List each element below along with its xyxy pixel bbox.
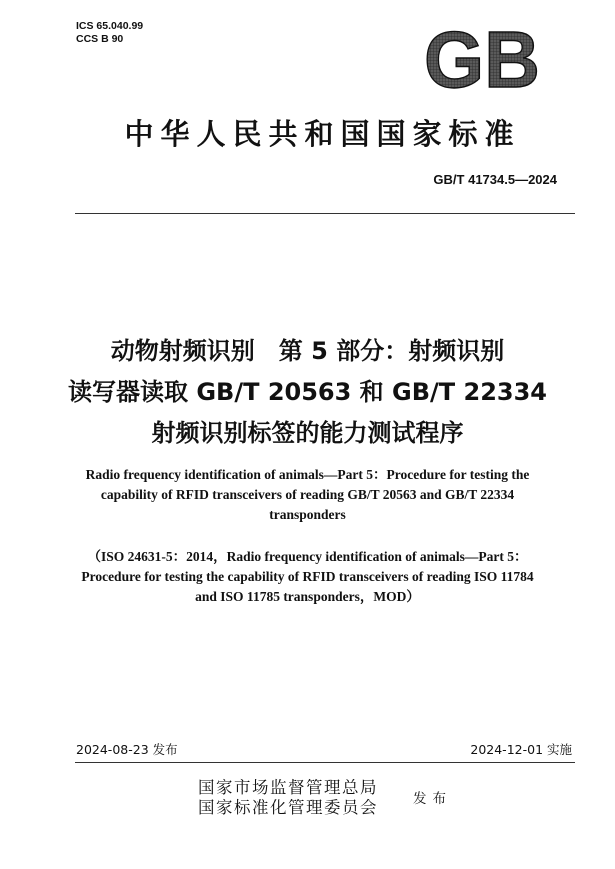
issuing-authorities — [198, 778, 378, 818]
iso-reference-line-2: Procedure for testing the capability of RFID transceivers of reading ISO 11784 — [81, 569, 534, 584]
gb-logo — [421, 24, 543, 92]
issued-label: 发布 — [413, 791, 452, 807]
iso-reference-line-1: （ISO 24631-5：2014，Radio frequency identification of animals—Part 5： — [87, 549, 528, 564]
iso-reference — [45, 547, 570, 607]
implementation-date: 2024-12-01 实施 — [470, 742, 572, 757]
english-title — [50, 465, 565, 525]
country-standard-title: 中华人民共和国国家标准 — [124, 117, 521, 151]
classification-codes — [76, 20, 143, 46]
chinese-title-line-2: 读写器读取 GB/T 20563 和 GB/T 22334 — [67, 378, 548, 406]
footer-divider — [75, 762, 575, 763]
ics-code: ICS 65.040.99 — [76, 20, 144, 32]
publication-date: 2024-08-23 发布 — [76, 742, 178, 757]
english-title-line-1: Radio frequency identification of animals—Part 5：Procedure for testing the — [85, 467, 530, 482]
ccs-code: CCS B 90 — [76, 33, 124, 45]
issuer-samr: 国家市场监督管理总局 — [198, 778, 378, 797]
english-title-line-3: transponders — [269, 507, 346, 522]
english-title-line-2: capability of RFID transceivers of reading GB/T 20563 and GB/T 22334 — [100, 487, 515, 502]
gb-logo-text: GB — [424, 24, 540, 92]
iso-reference-line-3: and ISO 11785 transponders，MOD） — [195, 589, 420, 604]
chinese-title-line-3: 射频识别标签的能力测试程序 — [151, 419, 464, 447]
header-divider — [75, 213, 575, 214]
chinese-title — [20, 331, 595, 454]
standard-number: GB/T 41734.5—2024 — [433, 172, 557, 187]
issuer-sac: 国家标准化管理委员会 — [198, 798, 378, 817]
chinese-title-line-1: 动物射频识别 第 5 部分：射频识别 — [110, 337, 505, 365]
